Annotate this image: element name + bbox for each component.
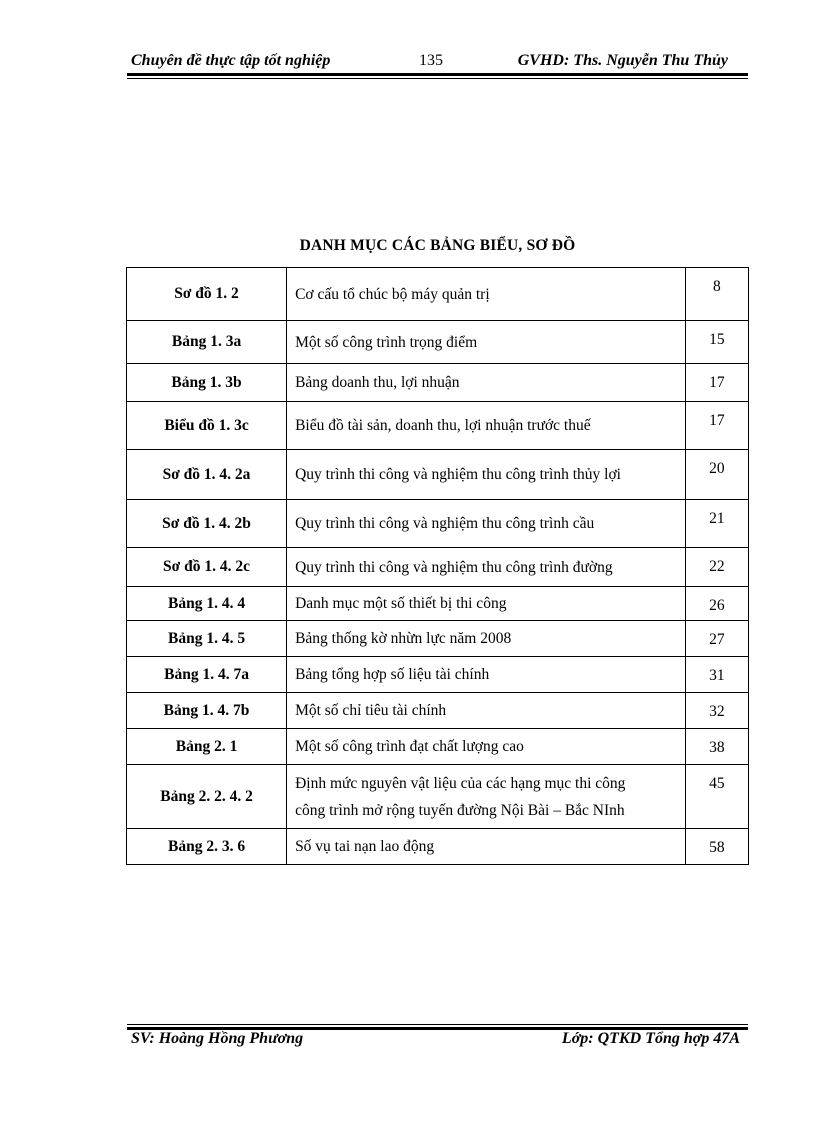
row-label: Sơ đồ 1. 2 bbox=[127, 268, 287, 321]
row-label: Bảng 1. 4. 7b bbox=[127, 693, 287, 729]
row-description bbox=[287, 450, 686, 500]
header-page-number: 135 bbox=[419, 52, 443, 69]
table-row bbox=[127, 621, 749, 657]
row-page-number: 8 bbox=[685, 268, 748, 321]
row-description-line: Bảng doanh thu, lợi nhuận bbox=[295, 374, 460, 391]
row-description-line: Định mức nguyên vật liệu của các hạng mục thi công bbox=[295, 774, 626, 792]
row-page-number: 17 bbox=[685, 402, 748, 450]
table-row bbox=[127, 364, 749, 402]
table-row bbox=[127, 450, 749, 500]
row-description bbox=[287, 500, 686, 548]
table-row bbox=[127, 268, 749, 321]
row-page-number: 15 bbox=[685, 321, 748, 364]
footer-class-name: Lớp: QTKD Tổng hợp 47A bbox=[561, 1030, 740, 1047]
row-page-number: 21 bbox=[685, 500, 748, 548]
row-page-number: 17 bbox=[685, 364, 748, 402]
page-footer bbox=[127, 1030, 748, 1052]
row-label: Bảng 1. 4. 5 bbox=[127, 621, 287, 657]
table-row bbox=[127, 548, 749, 587]
row-label: Sơ đồ 1. 4. 2b bbox=[127, 500, 287, 548]
table-row bbox=[127, 693, 749, 729]
row-page-number: 38 bbox=[685, 729, 748, 765]
table-row bbox=[127, 829, 749, 865]
header-rule-thick bbox=[127, 73, 748, 76]
row-description bbox=[287, 321, 686, 364]
header-rule-thin bbox=[127, 78, 748, 79]
row-description-line: Danh mục một số thiết bị thi công bbox=[295, 595, 507, 612]
row-page-number: 58 bbox=[685, 829, 748, 865]
row-page-number: 32 bbox=[685, 693, 748, 729]
row-label: Sơ đồ 1. 4. 2c bbox=[127, 548, 287, 587]
row-description-line: Một số công trình trọng điểm bbox=[295, 333, 478, 351]
row-label: Bảng 1. 4. 4 bbox=[127, 587, 287, 621]
row-label: Bảng 1. 3b bbox=[127, 364, 287, 402]
row-description bbox=[287, 729, 686, 765]
row-label: Biểu đồ 1. 3c bbox=[127, 402, 287, 450]
table-row bbox=[127, 729, 749, 765]
row-description bbox=[287, 548, 686, 587]
row-description bbox=[287, 402, 686, 450]
row-description bbox=[287, 693, 686, 729]
row-description-line: Cơ cấu tổ chúc bộ máy quản trị bbox=[295, 285, 490, 303]
row-description-line: Một số chỉ tiêu tài chính bbox=[295, 702, 447, 719]
row-label: Bảng 2. 1 bbox=[127, 729, 287, 765]
row-description bbox=[287, 765, 686, 829]
row-label: Bảng 2. 2. 4. 2 bbox=[127, 765, 287, 829]
row-description-line: Quy trình thi công và nghiệm thu công trình thủy lợi bbox=[295, 466, 621, 483]
row-description bbox=[287, 829, 686, 865]
row-description bbox=[287, 621, 686, 657]
row-description-line: Bảng thống kờ nhừn lực năm 2008 bbox=[295, 630, 512, 647]
header-course-title: Chuyên đề thực tập tốt nghiệp bbox=[131, 52, 331, 69]
footer-student-name: SV: Hoàng Hồng Phương bbox=[131, 1030, 304, 1047]
row-page-number: 31 bbox=[685, 657, 748, 693]
row-page-number: 27 bbox=[685, 621, 748, 657]
row-description-line: Bảng tổng hợp số liệu tài chính bbox=[295, 666, 490, 683]
row-page-number: 45 bbox=[685, 765, 748, 829]
row-description-line: công trình mở rộng tuyến đường Nội Bài – Bắc NInh bbox=[295, 801, 625, 819]
header-supervisor: GVHD: Ths. Nguyễn Thu Thủy bbox=[517, 52, 728, 69]
table-row bbox=[127, 657, 749, 693]
row-label: Bảng 1. 4. 7a bbox=[127, 657, 287, 693]
row-description bbox=[287, 268, 686, 321]
table-row bbox=[127, 500, 749, 548]
row-description-line: Quy trình thi công và nghiệm thu công trình đường bbox=[295, 558, 613, 576]
page-title: DANH MỤC CÁC BẢNG BIỂU, SƠ ĐỒ bbox=[299, 237, 576, 254]
table-row bbox=[127, 402, 749, 450]
tables-figures-list bbox=[126, 267, 749, 865]
row-description bbox=[287, 364, 686, 402]
row-page-number: 26 bbox=[685, 587, 748, 621]
row-description-line: Biểu đồ tài sản, doanh thu, lợi nhuận trước thuế bbox=[295, 417, 591, 434]
row-description-line: Một số công trình đạt chất lượng cao bbox=[295, 738, 524, 755]
table-row bbox=[127, 321, 749, 364]
row-label: Sơ đồ 1. 4. 2a bbox=[127, 450, 287, 500]
row-description-line: Số vụ tai nạn lao động bbox=[295, 838, 435, 855]
footer-rule-thin bbox=[127, 1024, 748, 1025]
table-row bbox=[127, 587, 749, 621]
row-description-line: Quy trình thi công và nghiệm thu công trình cầu bbox=[295, 515, 595, 532]
row-page-number: 22 bbox=[685, 548, 748, 587]
row-label: Bảng 2. 3. 6 bbox=[127, 829, 287, 865]
row-label: Bảng 1. 3a bbox=[127, 321, 287, 364]
row-description bbox=[287, 587, 686, 621]
row-page-number: 20 bbox=[685, 450, 748, 500]
table-row bbox=[127, 765, 749, 829]
page-header bbox=[127, 50, 748, 72]
row-description bbox=[287, 657, 686, 693]
